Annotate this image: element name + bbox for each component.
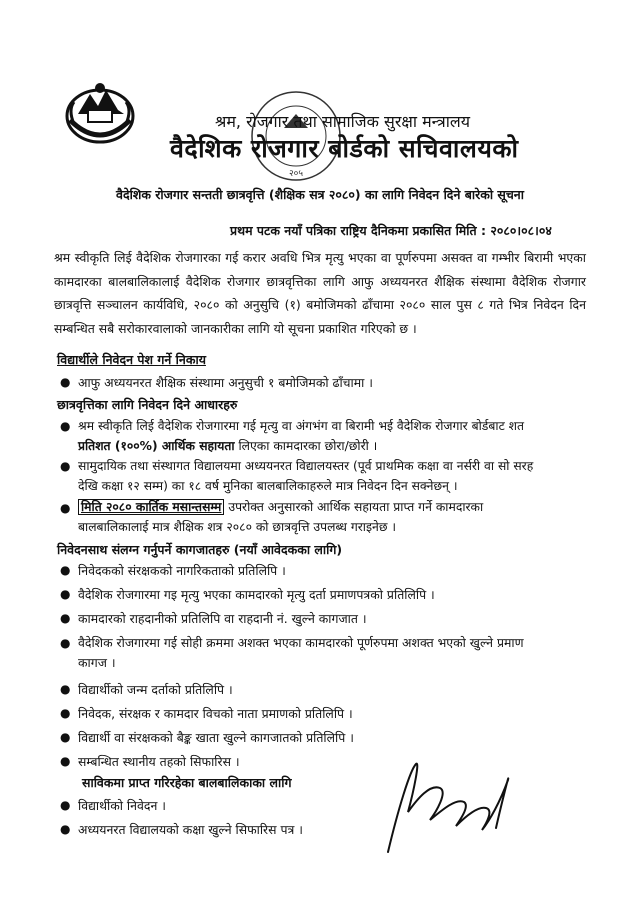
bullet-icon: ● [60, 611, 71, 625]
bullet-icon: ● [60, 563, 71, 577]
bullet-icon: ● [60, 798, 71, 812]
date-highlight-box: मिति २०८० कार्तिक मसान्तसम्म [78, 499, 224, 515]
bullet-icon: ● [60, 375, 71, 389]
bullet-icon: ● [60, 682, 71, 696]
section-heading-documents: निवेदनसाथ संलग्न गर्नुपर्ने कागजातहरु (नयाँ आवेदकका लागि) [57, 542, 343, 557]
list-item: निवेदकको संरक्षकको नागरिकताको प्रतिलिपि । [78, 563, 286, 578]
list-item [78, 456, 594, 496]
list-item [78, 497, 594, 537]
nepal-emblem-icon [64, 80, 136, 144]
bullet-icon: ● [60, 730, 71, 744]
notice-title: वैदेशिक रोजगार सन्तती छात्रवृत्ति (शैक्षिक सत्र २०८०) का लागि निवेदन दिने बारेको सूचना [116, 187, 524, 202]
stamp-number: २०५ [288, 169, 304, 179]
bullet-icon: ● [60, 706, 71, 720]
item3-rest: उपरोक्त अनुसारको आर्थिक सहायता प्राप्त गर्ने कामदारका [224, 500, 484, 514]
section-heading-submission: विद्यार्थीले निवेदन पेश गर्ने निकाय [57, 352, 206, 367]
bullet-icon: ● [60, 459, 71, 473]
list-item-continuation: कागज । [78, 655, 116, 670]
list-item: वैदेशिक रोजगारमा गइ मृत्यु भएका कामदारको मृत्यु दर्ता प्रमाणपत्रको प्रतिलिपि । [78, 587, 435, 602]
list-item: विद्यार्थीको जन्म दर्ताको प्रतिलिपि । [78, 682, 233, 697]
section-heading-basis: छात्रवृत्तिका लागि निवेदन दिने आधारहरु [57, 397, 238, 412]
item2-line1: सामुदायिक तथा संस्थागत विद्यालयमा अध्ययनरत विद्यालयस्तर (पूर्व प्राथमिक कक्षा वा नर्सरी वा सो सरह [78, 459, 534, 473]
bullet-icon: ● [60, 636, 71, 650]
ministry-name: श्रम, रोजगार तथा सामाजिक सुरक्षा मन्त्रालय [215, 112, 470, 131]
list-item: अध्ययनरत विद्यालयको कक्षा खुल्ने सिफारिस पत्र । [78, 822, 303, 837]
signature [370, 750, 520, 860]
list-item: आफु अध्ययनरत शैक्षिक संस्थामा अनुसुची १ बमोजिमको ढाँचामा । [78, 375, 374, 390]
item1-rest: लिएका कामदारका छोरा/छोरी । [234, 439, 378, 453]
bullet-icon: ● [60, 822, 71, 836]
list-item: कामदारको राहदानीको प्रतिलिपि वा राहदानी नं. खुल्ने कागजात । [78, 611, 367, 626]
section-heading-existing: साविकमा प्राप्त गरिरहेका बालबालिकाका लागि [82, 775, 292, 790]
item1-line1: श्रम स्वीकृति लिई वैदेशिक रोजगारमा गई मृत्यु वा अंगभंग वा बिरामी भई वैदेशिक रोजगार बोर्डबाट शत [78, 419, 525, 433]
office-name: वैदेशिक रोजगार बोर्डको सचिवालयको [170, 134, 519, 163]
list-item: निवेदक, संरक्षक र कामदार विचको नाता प्रमाणको प्रतिलिपि । [78, 706, 353, 721]
bullet-icon: ● [60, 419, 71, 433]
list-item: वैदेशिक रोजगारमा गई सोही क्रममा अशक्त भएका कामदारको पूर्णरुपमा अशक्त भएको खुल्ने प्रमाण [78, 635, 524, 650]
item2-line2: देखि कक्षा १२ सम्म) का १८ वर्ष मुनिका बालबालिकाहरुले मात्र निवेदन दिन सक्नेछन् । [78, 479, 458, 493]
intro-paragraph: श्रम स्वीकृति लिई वैदेशिक रोजगारका गई करार अवधि भित्र मृत्यु भएका वा पूर्णरुपमा असक्त वा गम्भीर बिरामी भएका कामदारका बालबालिकालाई वैदेशिक रोजगार छात्रवृत्तिका लागि आफु अध्ययनरत शैक्षिक संस्थामा वैदेशिक रोजगार छात्रवृत्ति सञ्चालन कार्यविधि, २०८० को अनुसुचि (१) बमोजिमको ढाँचामा २०८० साल पुस ८ गते भित्र निवेदन दिन सम्बन्धित सबै सरोकारवालाको जानकारीका लागि यो सूचना प्रकाशित गरिएको छ । [54, 250, 586, 336]
item3-line2: बालबालिकालाई मात्र शैक्षिक शत्र २०८० को छात्रवृत्ति उपलब्ध गराइनेछ । [78, 520, 397, 534]
list-item: विद्यार्थीको निवेदन । [78, 798, 166, 813]
publication-date-line: प्रथम पटक नयाँ पत्रिका राष्ट्रिय दैनिकमा प्रकासित मिति : २०८०।०८।०४ [230, 223, 552, 238]
list-item: सम्बन्धित स्थानीय तहको सिफारिस । [78, 754, 240, 769]
bullet-icon: ● [60, 501, 71, 515]
bullet-icon: ● [60, 754, 71, 768]
list-item [78, 416, 594, 456]
list-item: विद्यार्थी वा संरक्षकको बैङ्क खाता खुल्ने कागजातको प्रतिलिपि । [78, 730, 354, 745]
bullet-icon: ● [60, 587, 71, 601]
item1-bold: प्रतिशत (१००%) आर्थिक सहायता [78, 439, 235, 453]
